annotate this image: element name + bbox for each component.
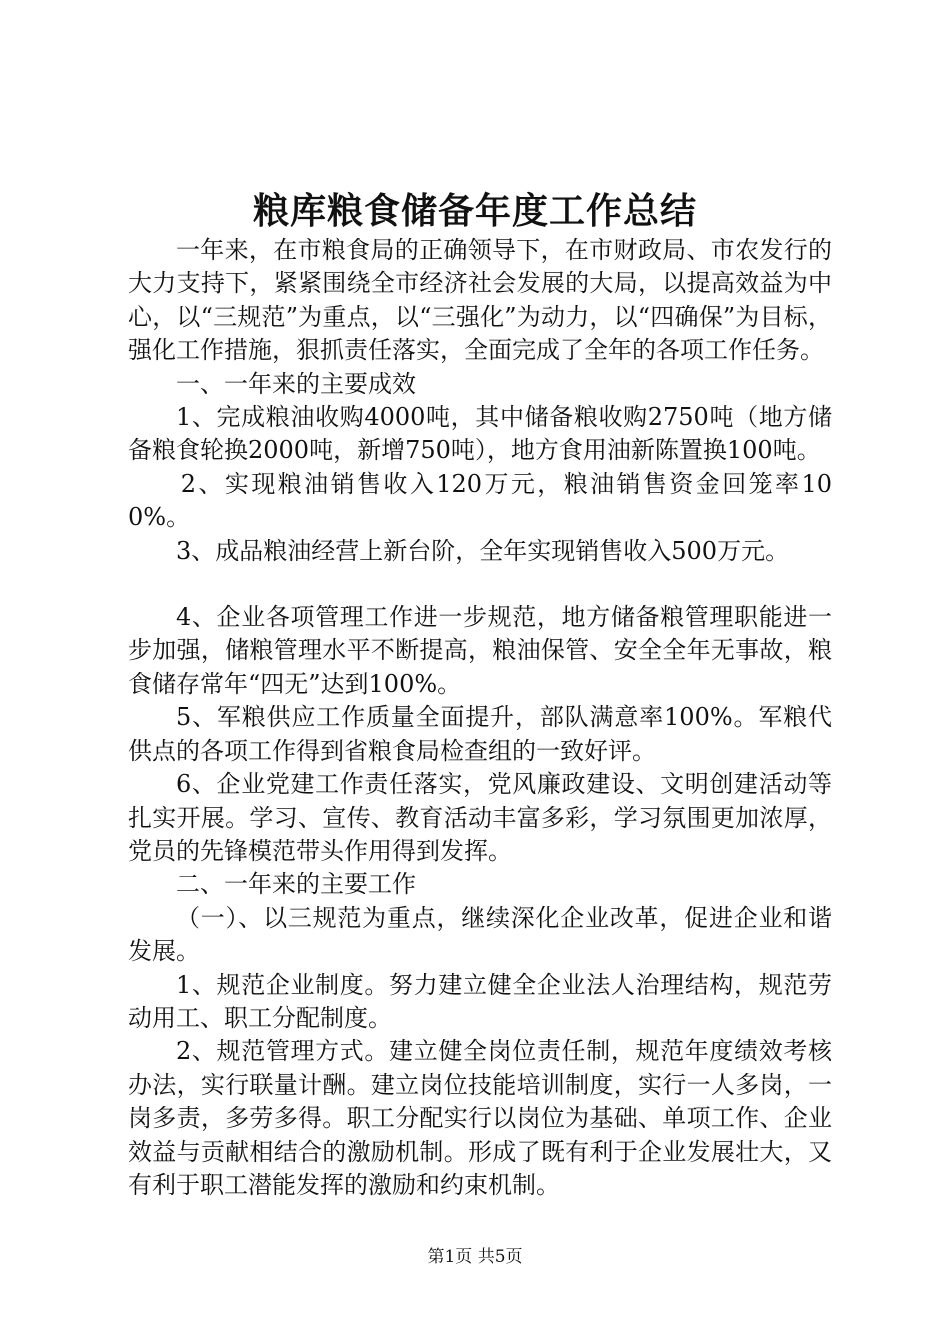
document-body [128, 234, 832, 1202]
paragraph-subsection-1: （一）、以三规范为重点，继续深化企业改革，促进企业和谐发展。 [128, 903, 832, 966]
paragraph-item-1: 1、完成粮油收购4000吨，其中储备粮收购2750吨（地方储备粮食轮换2000吨，新增750吨），地方食用油新陈置换100吨。 [128, 403, 832, 465]
paragraph-item-5: 5、军粮供应工作质量全面提升，部队满意率100%。军粮代供点的各项工作得到省粮食局检查组的一致好评。 [128, 703, 832, 765]
paragraph-item-6: 6、企业党建工作责任落实，党风廉政建设、文明创建活动等扎实开展。学习、宣传、教育活动丰富多彩，学习氛围更加浓厚，党员的先锋模范带头作用得到发挥。 [128, 770, 832, 865]
paragraph-item-4: 4、企业各项管理工作进一步规范，地方储备粮管理职能进一步加强，储粮管理水平不断提高，粮油保管、安全全年无事故，粮食储存常年“四无”达到100%。 [128, 603, 832, 698]
paragraph-work-1: 1、规范企业制度。努力建立健全企业法人治理结构，规范劳动用工、职工分配制度。 [128, 970, 832, 1032]
paragraph-work-2: 2、规范管理方式。建立健全岗位责任制，规范年度绩效考核办法，实行联量计酬。建立岗位技能培训制度，实行一人多岗，一岗多责，多劳多得。职工分配实行以岗位为基础、单项工作、企业效益与贡献相结合的激励机制。形成了既有利于企业发展壮大，又有利于职工潜能发挥的激励和约束机制。 [128, 1037, 832, 1199]
page-footer: 第1页 共5页 [427, 1247, 523, 1267]
paragraph-item-2: 2、实现粮油销售收入120万元，粮油销售资金回笼率100%。 [128, 469, 832, 532]
paragraph-item-3: 3、成品粮油经营上新台阶，全年实现销售收入500万元。 [176, 536, 790, 565]
paragraph-intro: 一年来，在市粮食局的正确领导下，在市财政局、市农发行的大力支持下，紧紧围绕全市经济社会发展的大局，以提高效益为中心，以“三规范”为重点，以“三强化”为动力，以“四确保”为目标，强化工作措施，狠抓责任落实，全面完成了全年的各项工作任务。 [128, 236, 832, 365]
section-heading-work: 二、一年来的主要工作 [176, 870, 416, 899]
section-heading-achievements: 一、一年来的主要成效 [176, 369, 416, 398]
page-title: 粮库粮食储备年度工作总结 [252, 191, 697, 232]
